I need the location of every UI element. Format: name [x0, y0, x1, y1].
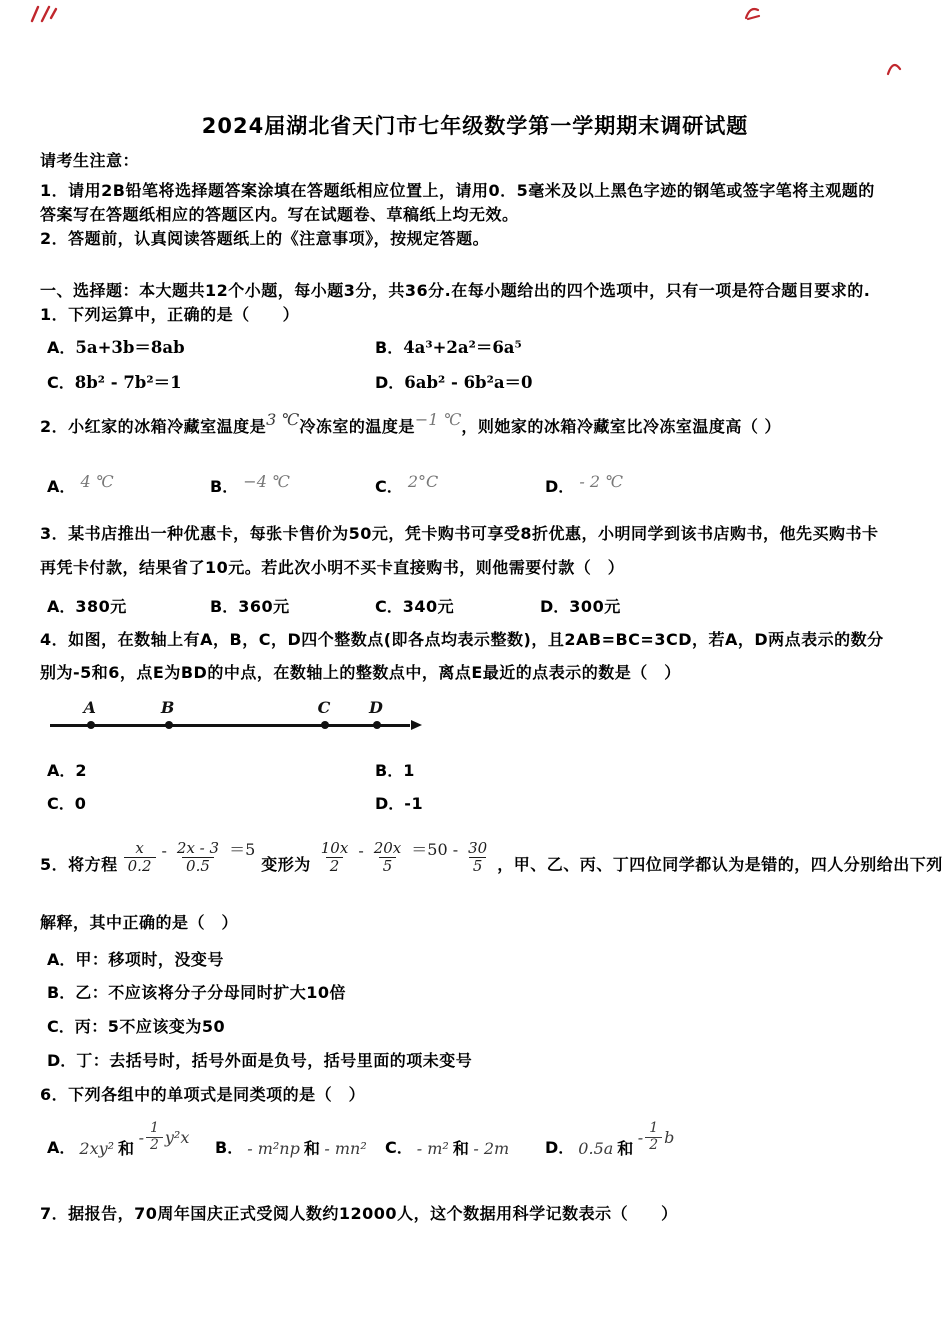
q1-option-a [47, 334, 185, 358]
axis-point-label: B [160, 698, 175, 717]
axis-point-dot [373, 721, 381, 729]
q6-option-d-minus: - [637, 1127, 644, 1147]
q5-option-b [47, 980, 346, 1003]
q2-option-d-text: - 2 ℃ [579, 472, 624, 491]
q6-option-b-monomial-2: - mn² [324, 1139, 367, 1158]
q5-equals-2: ＝50 - [411, 840, 459, 859]
q5-fraction-2-num: 2x - 3 [176, 839, 220, 857]
q1-option-a-text: 5a+3b＝8ab [75, 338, 185, 357]
q5-option-d-text: 丁：去括号时，括号外面是负号，括号里面的项未变号 [76, 1051, 473, 1070]
q6-option-b-conj: 和 [303, 1138, 321, 1158]
red-ink-mark-top-center [742, 4, 764, 22]
q1-option-b [375, 334, 522, 358]
q6-stem: 6．下列各组中的单项式是同类项的是（ ） [40, 1085, 366, 1104]
q2-stem-mid: 冷冻室的温度是 [299, 417, 415, 436]
q5-option-d [47, 1048, 472, 1071]
q5-fraction-5-num: 30 [468, 839, 488, 857]
q5-fraction-5-den: 5 [469, 857, 487, 875]
q2-stem-pre: 2．小红家的冰箱冷藏室温度是 [40, 417, 267, 436]
q6-option-a-conj: 和 [118, 1138, 135, 1158]
q6-option-a-fraction-den: 2 [146, 1137, 163, 1153]
notice-heading: 请考生注意： [40, 151, 140, 170]
q5-fraction-4-num: 20x [373, 839, 402, 857]
q5-option-a-label: A． [47, 950, 76, 969]
q3-option-b-text: 360元 [238, 597, 290, 616]
q2-stem [40, 410, 781, 436]
axis-point-dot [165, 721, 173, 729]
red-ink-mark-top-left [28, 4, 60, 26]
q5-option-c-label: C． [47, 1017, 75, 1036]
q6-option-c-conj: 和 [452, 1138, 470, 1158]
q1-option-b-label: B． [375, 338, 404, 357]
q5-fraction-2-den: 0.5 [182, 857, 214, 875]
q2-stem-post: ，则她家的冰箱冷藏室比冷冻室温度高（ ） [461, 417, 781, 436]
q5-fraction-5 [464, 840, 491, 874]
q1-option-d-label: D． [375, 373, 405, 392]
q4-option-c-text: 0 [74, 794, 87, 813]
q6-option-a-fraction [146, 1121, 163, 1153]
q2-option-b-label: B． [210, 477, 239, 496]
q5-minus-2: - [358, 841, 364, 860]
q3-option-d [540, 594, 621, 617]
q5-fraction-1-num: x [135, 839, 144, 857]
q1-option-a-label: A． [47, 338, 76, 357]
q6-option-b-label: B． [215, 1138, 244, 1157]
q4-option-b-label: B． [375, 761, 404, 780]
q6-option-a-fraction-group [139, 1121, 190, 1153]
q5-option-b-text: 乙：不应该将分子分母同时扩大10倍 [75, 983, 346, 1002]
q5-stem-pre: 5．将方程 [40, 854, 118, 874]
q4-option-c [47, 791, 86, 814]
q1-option-b-text: 4a³+2a²＝6a⁵ [403, 338, 522, 357]
q4-stem-line-2: 别为-5和6，点E为BD的中点，在数轴上的整数点中，离点E最近的点表示的数是（ ） [40, 663, 681, 682]
axis-point-label: D [369, 698, 383, 717]
q2-option-c-label: C． [375, 477, 403, 496]
q5-fraction-3 [317, 840, 353, 874]
q3-option-d-label: D． [540, 597, 570, 616]
q5-option-b-label: B． [47, 983, 76, 1002]
q7-stem: 7．据报告，70周年国庆正式受阅人数约12000人，这个数据用科学记数表示（ ） [40, 1204, 678, 1223]
q6-option-d-conj: 和 [617, 1138, 634, 1158]
axis-point-dot [87, 721, 95, 729]
q5-option-c [47, 1014, 225, 1037]
q5-equals-1: ＝5 [229, 840, 256, 859]
q2-option-c-text: 2°C [407, 472, 439, 491]
q6-option-a [47, 1110, 189, 1158]
q2-option-b [210, 474, 290, 497]
q4-option-d [375, 791, 423, 814]
q1-option-c [47, 369, 182, 393]
q2-option-b-text: −4 ℃ [243, 472, 290, 491]
q3-stem-line-2: 再凭卡付款，结果省了10元。若此次小明不买卡直接购书，则他需要付款（ ） [40, 558, 625, 577]
q6-option-a-minus: - [138, 1127, 144, 1147]
q3-option-b-label: B． [210, 597, 239, 616]
notice-line-3: 2．答题前，认真阅读答题纸上的《注意事项》，按规定答题。 [40, 229, 490, 248]
q2-option-c [375, 474, 438, 497]
q6-option-d-fraction-num: 1 [649, 1120, 659, 1137]
q6-option-d [545, 1110, 674, 1158]
section-1-heading: 一、选择题：本大题共12个小题，每小题3分，共36分.在每小题给出的四个选项中，只有一项是符合题目要求的. [40, 281, 871, 300]
axis-point-label: A [83, 698, 96, 717]
number-line-rule [50, 724, 410, 727]
q5-equation-row [40, 822, 943, 874]
q5-fraction-3-den: 2 [326, 857, 344, 875]
q4-option-b-text: 1 [403, 761, 415, 780]
q3-stem-line-1: 3．某书店推出一种优惠卡，每张卡售价为50元，凭卡购书可享受8折优惠，小明同学到该书店购书，他先买购书卡 [40, 524, 879, 543]
q3-option-c-label: C． [375, 597, 403, 616]
q4-option-b [375, 758, 415, 781]
q6-option-d-monomial-2: b [664, 1127, 675, 1147]
q5-option-a [47, 947, 224, 970]
notice-line-1: 1．请用2B铅笔将选择题答案涂填在答题纸相应位置上，请用0．5毫米及以上黑色字迹的钢笔或签字笔将主观题的 [40, 181, 875, 200]
axis-point-label: C [317, 698, 331, 717]
q6-option-b [215, 1110, 367, 1158]
q4-option-c-label: C． [47, 794, 75, 813]
q5-fraction-1-den: 0.2 [124, 857, 156, 875]
q1-option-d [375, 369, 533, 393]
q4-option-a-text: 2 [75, 761, 88, 780]
q4-option-d-text: -1 [404, 794, 424, 813]
q5-fraction-4-den: 5 [379, 857, 397, 875]
number-line [50, 700, 422, 734]
q5-stem-post: ，甲、乙、丙、丁四位同学都认为是错的，四人分别给出下列 [497, 854, 943, 874]
q6-option-a-monomial-1: 2xy² [79, 1139, 115, 1158]
q5-option-c-text: 丙：5不应该变为50 [74, 1017, 226, 1036]
q2-option-a-label: A． [47, 477, 76, 496]
q2-temp-2: −1 ℃ [414, 410, 462, 429]
axis-point-dot [321, 721, 329, 729]
q3-option-a-text: 380元 [75, 597, 127, 616]
q6-option-c-label: C． [385, 1138, 413, 1157]
q5-stem-mid: 变形为 [261, 854, 311, 874]
q1-option-c-label: C． [47, 373, 75, 392]
q5-minus-1: - [161, 841, 167, 860]
q5-fraction-4 [370, 840, 406, 874]
q5-fraction-2 [173, 840, 223, 874]
q6-option-d-fraction-group [638, 1121, 675, 1153]
q2-option-d-label: D． [545, 477, 575, 496]
q2-option-a-text: 4 ℃ [80, 472, 114, 491]
q3-option-c [375, 594, 454, 617]
red-ink-mark-right [884, 56, 904, 78]
q2-option-d [545, 474, 623, 497]
q5-option-d-label: D． [47, 1051, 77, 1070]
q6-option-d-label: D． [545, 1138, 575, 1157]
q6-option-b-monomial-1: - m²np [247, 1139, 300, 1158]
q6-option-a-fraction-num: 1 [149, 1120, 159, 1137]
q5-fraction-1 [124, 840, 156, 874]
q4-option-a [47, 758, 87, 781]
q3-option-a-label: A． [47, 597, 76, 616]
q1-option-d-text: 6ab² - 6b²a＝0 [404, 373, 533, 392]
q3-option-d-text: 300元 [569, 597, 621, 616]
q6-option-d-monomial-1: 0.5a [578, 1139, 614, 1158]
q6-option-c [385, 1110, 509, 1158]
page-title: 2024届湖北省天门市七年级数学第一学期期末调研试题 [201, 114, 749, 138]
q3-option-c-text: 340元 [402, 597, 455, 616]
q2-temp-1: 3 ℃ [266, 410, 300, 429]
q3-option-a [47, 594, 127, 617]
q3-option-b [210, 594, 290, 617]
q2-option-a [47, 474, 114, 497]
q5-option-a-text: 甲：移项时，没变号 [75, 950, 224, 969]
q1-option-c-text: 8b² - 7b²＝1 [74, 373, 182, 392]
q5-stem-line-2: 解释，其中正确的是（ ） [40, 913, 239, 932]
q6-option-a-label: A． [47, 1138, 76, 1157]
q4-stem-line-1: 4．如图，在数轴上有A，B，C，D四个整数点(即各点均表示整数)，且2AB=BC=3CD，若A，D两点表示的数分 [40, 630, 884, 649]
q6-option-c-monomial-1: - m² [416, 1139, 449, 1158]
q6-option-d-fraction [645, 1121, 662, 1153]
number-line-arrow-icon [411, 720, 422, 730]
q5-fraction-3-num: 10x [320, 839, 349, 857]
q6-option-d-fraction-den: 2 [645, 1137, 662, 1153]
q6-option-a-monomial-2: y²x [164, 1127, 190, 1147]
notice-line-2: 答案写在答题纸相应的答题区内。写在试题卷、草稿纸上均无效。 [40, 205, 519, 224]
q1-stem: 1．下列运算中，正确的是（ ） [40, 305, 300, 324]
q6-option-c-monomial-2: - 2m [473, 1139, 510, 1158]
q4-option-a-label: A． [47, 761, 76, 780]
q4-option-d-label: D． [375, 794, 405, 813]
